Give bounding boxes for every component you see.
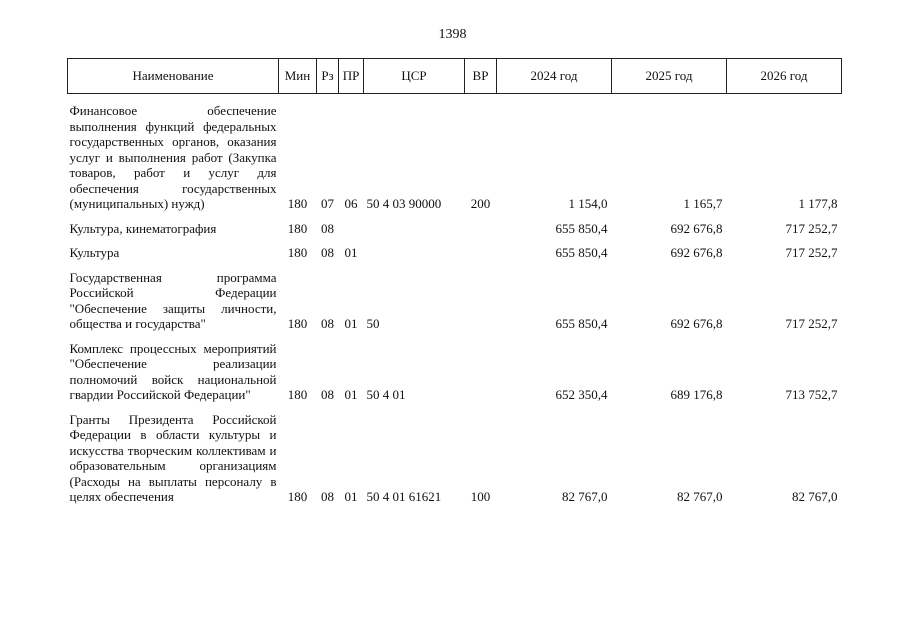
page-number: 1398 [438, 27, 467, 42]
row-2026: 713 752,7 [785, 387, 838, 402]
table-row [68, 221, 842, 246]
row-2025: 692 676,8 [670, 220, 723, 236]
row-2025: 692 676,8 [670, 245, 723, 260]
table-header [68, 59, 842, 94]
row-rz: 08 [321, 316, 334, 331]
row-pr: 01 [344, 316, 358, 331]
row-2024: 655 850,4 [555, 245, 608, 260]
header-vr: ВР [465, 59, 497, 94]
row-vr: 200 [470, 196, 491, 211]
budget-table [67, 58, 842, 506]
table-row [68, 412, 842, 506]
row-2026: 1 177,8 [798, 196, 838, 211]
row-2025: 1 165,7 [683, 196, 723, 211]
row-rz: 08 [321, 387, 334, 402]
row-rz: 08 [321, 489, 334, 504]
row-name: Культура [69, 245, 120, 260]
row-min: 180 [287, 220, 308, 236]
header-2026: 2026 год [727, 59, 842, 94]
row-vr [465, 270, 497, 341]
row-2026: 82 767,0 [792, 489, 838, 504]
row-pr: 01 [344, 489, 358, 504]
row-name: Гранты Президента Российской Федерации в области культуры и искусства творческим коллективам и образовательным организациям (Расходы на выплаты персоналу в целях обеспечения [69, 411, 277, 504]
row-rz: 08 [321, 220, 334, 236]
row-2026: 717 252,7 [785, 220, 838, 236]
row-pr: 01 [344, 245, 358, 260]
row-csr: 50 4 01 61621 [366, 489, 442, 504]
row-2025: 692 676,8 [670, 316, 723, 331]
header-rz: Рз [317, 59, 339, 94]
row-min: 180 [287, 196, 308, 211]
row-name: Культура, кинематография [69, 220, 217, 236]
row-min: 180 [287, 489, 308, 504]
row-2024: 652 350,4 [555, 387, 608, 402]
row-pr: 06 [344, 196, 358, 211]
row-pr: 01 [344, 387, 358, 402]
table-row [68, 245, 842, 270]
row-vr: 100 [470, 489, 491, 504]
row-min: 180 [287, 245, 308, 260]
header-csr: ЦСР [364, 59, 465, 94]
row-rz: 07 [321, 196, 334, 211]
row-2024: 1 154,0 [568, 196, 608, 211]
row-pr [339, 221, 364, 246]
header-pr: ПР [339, 59, 364, 94]
header-2024: 2024 год [497, 59, 612, 94]
row-2024: 655 850,4 [555, 220, 608, 236]
row-name: Комплекс процессных мероприятий "Обеспечение реализации полномочий войск национальной гвардии Российской Федерации" [69, 340, 277, 402]
row-csr: 50 [366, 316, 380, 331]
table-row [68, 103, 842, 221]
header-name: Наименование [68, 59, 279, 94]
row-2025: 689 176,8 [670, 387, 723, 402]
row-min: 180 [287, 316, 308, 331]
row-2026: 717 252,7 [785, 245, 838, 260]
table-spacer [68, 94, 842, 104]
table-row [68, 341, 842, 412]
row-name: Финансовое обеспечение выполнения функций федеральных государственных органов, оказания услуг и выполнения работ (Закупка товаров, работ и услуг для обеспечения государственных (муниципальных) нужд) [69, 103, 277, 211]
row-vr [465, 245, 497, 270]
row-2026: 717 252,7 [785, 316, 838, 331]
row-csr [364, 245, 465, 270]
row-vr [465, 341, 497, 412]
row-2024: 82 767,0 [562, 489, 608, 504]
header-min: Мин [279, 59, 317, 94]
header-2025: 2025 год [612, 59, 727, 94]
table-row [68, 270, 842, 341]
row-name: Государственная программа Российской Федерации "Обеспечение защиты личности, общества и государства" [69, 269, 277, 331]
row-vr [465, 221, 497, 246]
row-csr: 50 4 01 [366, 387, 406, 402]
table-body [68, 94, 842, 506]
row-csr [364, 221, 465, 246]
row-rz: 08 [321, 245, 334, 260]
row-min: 180 [287, 387, 308, 402]
row-2025: 82 767,0 [677, 489, 723, 504]
row-2024: 655 850,4 [555, 316, 608, 331]
row-csr: 50 4 03 90000 [366, 196, 442, 211]
